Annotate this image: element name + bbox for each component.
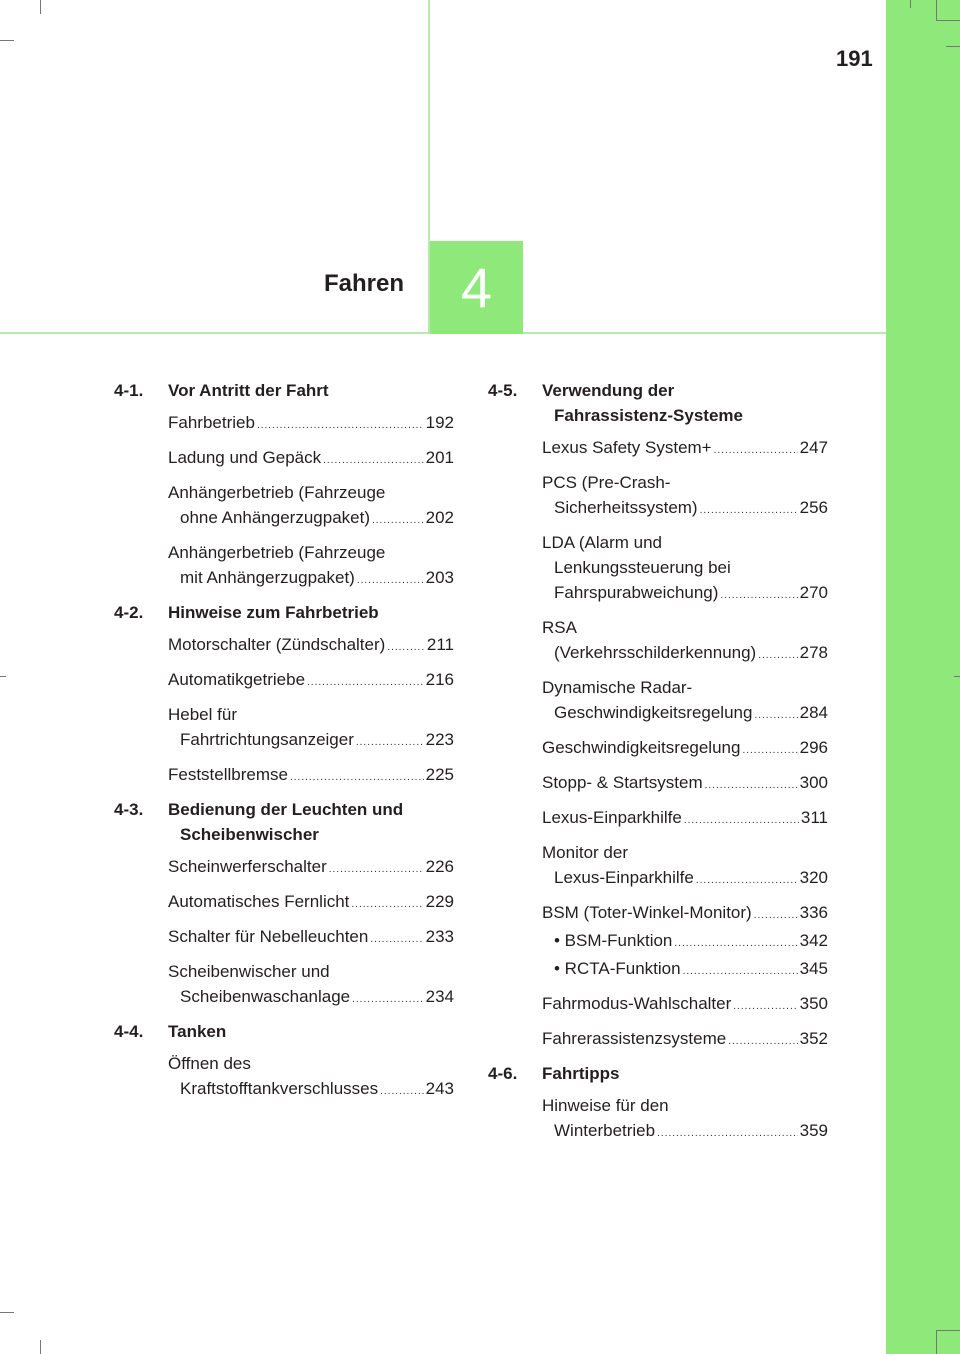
entry-last-line [168,565,454,593]
entry-last-line [168,445,454,473]
entry-text-line: Anhängerbetrieb (Fahrzeuge [168,483,386,502]
entry-last-line [168,984,454,1012]
toc-section [114,378,454,593]
entry-last-line [542,495,828,523]
dot-leader [357,568,424,593]
crop-mark [936,0,937,20]
dot-leader [754,703,797,728]
toc-section [114,600,454,790]
page-reference[interactable]: 320 [799,868,828,887]
dot-leader [351,892,423,917]
page-reference[interactable]: 296 [799,738,828,757]
entry-last-line [542,580,828,608]
page-reference[interactable]: 234 [425,987,454,1006]
page-reference[interactable]: 192 [425,413,454,432]
entry-text-line: Öffnen des [168,1054,251,1073]
entry-text-line: RSA [542,618,577,637]
toc-entry[interactable] [168,924,454,952]
toc-entry[interactable] [168,1051,454,1104]
section-number: 4-2. [114,603,144,622]
dot-leader [370,927,423,952]
section-heading [114,378,454,403]
toc-entry[interactable] [542,530,828,608]
page-reference[interactable]: 247 [799,438,828,457]
toc-section [488,1061,828,1146]
dot-leader [329,857,424,882]
entry-text-line: Hebel für [168,705,237,724]
toc-entry[interactable] [168,632,454,660]
crop-mark [40,0,41,14]
page-number: 191 [836,46,873,71]
entry-last-line [542,805,828,833]
entry-last-line [542,1118,828,1146]
entry-text: Motorschalter (Zündschalter) [168,635,386,654]
entry-text-line: Lenkungssteuerung bei [554,558,731,577]
entry-last-line [168,924,454,952]
section-heading [114,600,454,625]
section-number: 4-6. [488,1064,518,1083]
page-reference[interactable]: 284 [799,703,828,722]
entry-text: Automatisches Fernlicht [168,892,350,911]
entry-text: Lexus Safety System+ [542,438,712,457]
toc-entry[interactable] [542,470,828,523]
dot-leader [742,738,797,763]
page-reference[interactable]: 256 [799,498,828,517]
toc-section [114,797,454,1012]
crop-mark [936,1330,960,1331]
toc-section [114,1019,454,1104]
toc-entry[interactable] [168,445,454,473]
entry-text: Ladung und Gepäck [168,448,322,467]
section-title [168,600,454,625]
section-title-line: Vor Antritt der Fahrt [168,381,329,400]
section-title [168,378,454,403]
entry-last-line [168,410,454,438]
entry-text: Lexus-Einparkhilfe [554,868,694,887]
section-title [168,797,454,847]
entry-last-line [168,1076,454,1104]
entry-text: Feststellbremse [168,765,288,784]
toc-entry[interactable] [168,854,454,882]
section-title [168,1019,454,1044]
section-number: 4-1. [114,381,144,400]
entry-last-line [542,700,828,728]
page-reference[interactable]: 350 [799,994,828,1013]
crop-mark [946,46,960,47]
toc-entry[interactable] [542,1093,828,1146]
toc-entry[interactable] [542,840,828,893]
section-title-line: Hinweise zum Fahrbetrieb [168,603,379,622]
entry-last-line [542,900,828,928]
dot-leader [657,1121,798,1146]
page-reference[interactable]: 202 [425,508,454,527]
toc-entry[interactable] [168,667,454,695]
entry-text: Winterbetrieb [554,1121,656,1140]
entry-text: Automatikgetriebe [168,670,306,689]
entry-text: Schalter für Nebelleuchten [168,927,369,946]
page-reference[interactable]: 342 [799,931,828,950]
section-title [542,1061,828,1086]
toc-entry[interactable] [542,1026,828,1054]
entry-last-line [542,435,828,463]
chapter-number: 4 [460,256,493,319]
entry-text-line: LDA (Alarm und [542,533,662,552]
toc-entry[interactable] [542,900,828,928]
dot-leader [758,643,797,668]
crop-mark [910,0,911,8]
entry-last-line [168,854,454,882]
dot-leader [674,931,797,956]
toc-entry[interactable] [542,928,828,956]
page-reference[interactable]: 216 [425,670,454,689]
dot-leader [380,1079,424,1104]
dot-leader [352,987,424,1012]
section-heading [488,378,828,428]
entry-last-line [168,762,454,790]
toc-entry[interactable] [542,435,828,463]
chapter-number-box [430,241,523,334]
section-heading [114,1019,454,1044]
section-title-line: Tanken [168,1022,227,1041]
page-reference[interactable]: 201 [425,448,454,467]
entry-text: • BSM-Funktion [554,931,673,950]
section-title-line: Fahrassistenz-Systeme [554,406,743,425]
crop-mark [936,1330,937,1354]
entry-last-line [542,956,828,984]
page-reference[interactable]: 211 [426,635,454,654]
entry-text: Sicherheitssystem) [554,498,698,517]
toc-entry[interactable] [542,956,828,984]
entry-text: BSM (Toter-Winkel-Monitor) [542,903,752,922]
entry-text: Stopp- & Startsystem [542,773,703,792]
section-title [542,378,828,428]
page-reference[interactable]: 345 [799,959,828,978]
crop-mark [0,676,6,677]
page-reference[interactable]: 278 [799,643,828,662]
toc-entry[interactable] [168,702,454,755]
entry-text: mit Anhängerzugpaket) [180,568,355,587]
chapter-title: Fahren [323,270,404,297]
entry-text-line: Anhängerbetrieb (Fahrzeuge [168,543,386,562]
dot-leader [683,959,798,984]
toc-entry[interactable] [168,762,454,790]
page-reference[interactable]: 233 [425,927,454,946]
crop-mark [0,1312,14,1313]
entry-last-line [542,928,828,956]
section-number: 4-3. [114,800,144,819]
entry-last-line [168,667,454,695]
entry-last-line [542,991,828,1019]
crop-mark [40,1340,41,1354]
entry-text: • RCTA-Funktion [554,959,681,978]
entry-last-line [542,865,828,893]
crop-mark [936,20,960,21]
toc-entry[interactable] [168,889,454,917]
page-reference[interactable]: 225 [425,765,454,784]
toc-entry[interactable] [542,805,828,833]
entry-last-line [168,889,454,917]
entry-last-line [168,727,454,755]
dot-leader [733,994,797,1019]
dot-leader [714,438,798,463]
page-reference[interactable]: 311 [800,808,828,827]
entry-text-line: Hinweise für den [542,1096,669,1115]
crop-mark [0,40,14,41]
entry-last-line [168,505,454,533]
toc-entry[interactable] [542,615,828,668]
section-number: 4-4. [114,1022,144,1041]
entry-text: ohne Anhängerzugpaket) [180,508,370,527]
entry-text: Fahrtrichtungsanzeiger [180,730,354,749]
chapter-tab-bar [886,0,960,1354]
entry-last-line [542,770,828,798]
entry-text: Fahrmodus-Wahlschalter [542,994,732,1013]
page-reference[interactable]: 229 [425,892,454,911]
dot-leader [387,635,425,660]
entry-text: Fahrspurabweichung) [554,583,719,602]
toc-entry[interactable] [168,410,454,438]
entry-text: Kraftstofftankverschlusses [180,1079,379,1098]
toc-entry[interactable] [542,770,828,798]
dot-leader [700,498,798,523]
entry-last-line [542,1026,828,1054]
entry-text: Scheinwerferschalter [168,857,327,876]
page-reference[interactable]: 336 [799,903,828,922]
entry-text: Lexus-Einparkhilfe [542,808,682,827]
toc-entry[interactable] [542,675,828,728]
section-title-line: Scheibenwischer [180,825,319,844]
page-reference[interactable]: 223 [425,730,454,749]
entry-text-line: Monitor der [542,843,628,862]
toc-entry[interactable] [542,991,828,1019]
section-title-line: Verwendung der [542,381,675,400]
dot-leader [257,413,424,438]
entry-text: Fahrerassistenzsysteme [542,1029,727,1048]
page-reference[interactable]: 243 [425,1079,454,1098]
entry-last-line [542,640,828,668]
dot-leader [754,903,798,928]
section-heading [488,1061,828,1086]
section-number: 4-5. [488,381,518,400]
entry-text: Geschwindigkeitsregelung [542,738,741,757]
page-reference[interactable]: 359 [799,1121,828,1140]
toc-entry[interactable] [168,959,454,1012]
dot-leader [728,1029,797,1054]
entry-text: Geschwindigkeitsregelung [554,703,753,722]
dot-leader [684,808,799,833]
dot-leader [323,448,424,473]
dot-leader [307,670,424,695]
dot-leader [290,765,424,790]
entry-text: Scheibenwaschanlage [180,987,351,1006]
dot-leader [372,508,424,533]
dot-leader [705,773,798,798]
section-heading [114,797,454,847]
entry-text-line: Dynamische Radar- [542,678,693,697]
toc-section [488,378,828,1054]
entry-last-line [168,632,454,660]
section-title-line: Fahrtipps [542,1064,620,1083]
section-title-line: Bedienung der Leuchten und [168,800,404,819]
page-reference[interactable]: 352 [799,1029,828,1048]
toc-entry[interactable] [168,540,454,593]
page-reference[interactable]: 203 [425,568,454,587]
crop-mark [954,676,960,677]
entry-text-line: Scheibenwischer und [168,962,330,981]
page-reference[interactable]: 226 [425,857,454,876]
toc-entry[interactable] [542,735,828,763]
entry-last-line [542,735,828,763]
toc-right-column [488,378,828,1153]
entry-text: (Verkehrsschilderkennung) [554,643,757,662]
toc-entry[interactable] [168,480,454,533]
dot-leader [720,583,797,608]
toc-left-column [114,378,454,1111]
entry-text-line: PCS (Pre-Crash- [542,473,671,492]
entry-text: Fahrbetrieb [168,413,255,432]
page-reference[interactable]: 300 [799,773,828,792]
page-reference[interactable]: 270 [799,583,828,602]
dot-leader [356,730,424,755]
dot-leader [696,868,798,893]
